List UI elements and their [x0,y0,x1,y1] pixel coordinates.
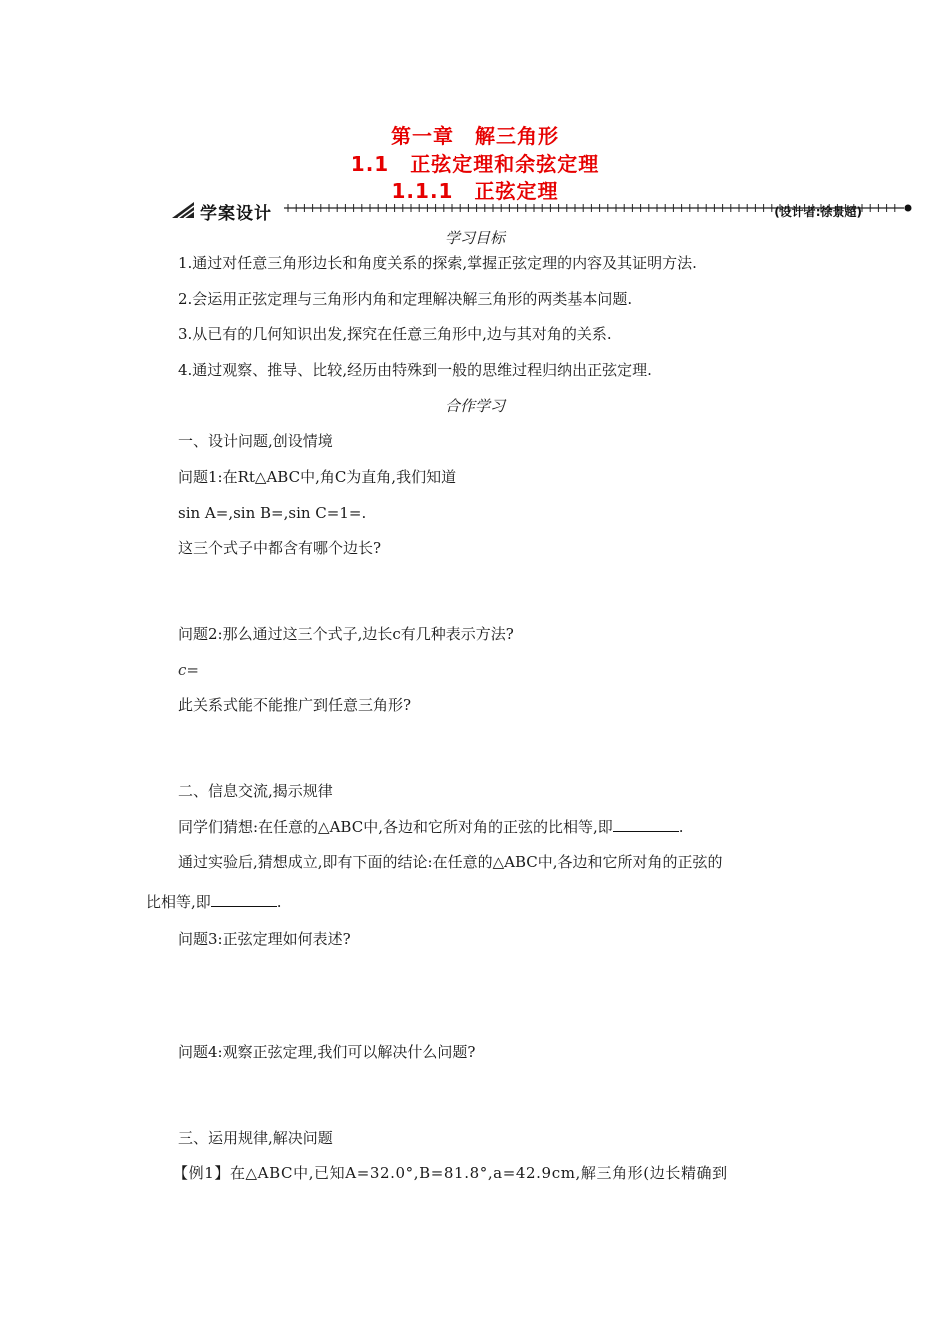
experiment-end: . [276,893,282,911]
question-2: 问题2:那么通过这三个式子,边长c有几种表示方法? [178,625,514,643]
question-4: 问题4:观察正弦定理,我们可以解决什么问题? [178,1043,476,1061]
conjecture-label: 同学们猜想:在任意的△ABC中,各边和它所对角的正弦的比相等,即 [178,818,613,836]
objective-item: 1.通过对任意三角形边长和角度关系的探索,掌握正弦定理的内容及其证明方法. [178,254,697,272]
question-1-follow: 这三个式子中都含有哪个边长? [178,539,382,557]
designer-credit: (设计者:徐景超) [774,205,862,219]
triangle-stripes-icon [172,202,198,218]
banner-title: 学案设计 [200,204,272,224]
c-expression: c= [178,661,199,679]
question-1: 问题1:在Rt△ABC中,角C为直角,我们知道 [178,468,457,486]
experiment-text-cont [146,892,282,912]
section-heading: 一、设计问题,创设情境 [178,432,333,450]
section-heading: 二、信息交流,揭示规律 [178,782,333,800]
objective-item: 4.通过观察、推导、比较,经历由特殊到一般的思维过程归纳出正弦定理. [178,361,652,379]
objectives-heading: 学习目标 [444,229,505,247]
conjecture-text [178,817,684,837]
question-2-follow: 此关系式能不能推广到任意三角形? [178,696,412,714]
section-title: 1.1 正弦定理和余弦定理 [350,152,600,176]
experiment-text: 通过实验后,猜想成立,即有下面的结论:在任意的△ABC中,各边和它所对角的正弦的 [178,853,723,871]
sine-ratio-line: sin A=,sin B=,sin C=1=. [178,504,367,522]
cooperative-heading: 合作学习 [444,397,505,415]
example-1: 【例1】在△ABC中,已知A=32.0°,B=81.8°,a=42.9cm,解三角形(边长精确到 [173,1164,728,1182]
section-heading: 三、运用规律,解决问题 [178,1129,333,1147]
subsection-title: 1.1.1 正弦定理 [391,179,559,203]
experiment-label: 比相等,即 [146,893,211,911]
objective-item: 3.从已有的几何知识出发,探究在任意三角形中,边与其对角的关系. [178,325,612,343]
objective-item: 2.会运用正弦定理与三角形内角和定理解决解三角形的两类基本问题. [178,290,633,308]
learning-plan-banner [172,200,862,224]
conjecture-end: . [678,818,684,836]
answer-blank[interactable] [613,817,679,832]
answer-blank[interactable] [211,892,277,907]
chapter-title: 第一章 解三角形 [391,124,559,148]
question-3: 问题3:正弦定理如何表述? [178,930,351,948]
